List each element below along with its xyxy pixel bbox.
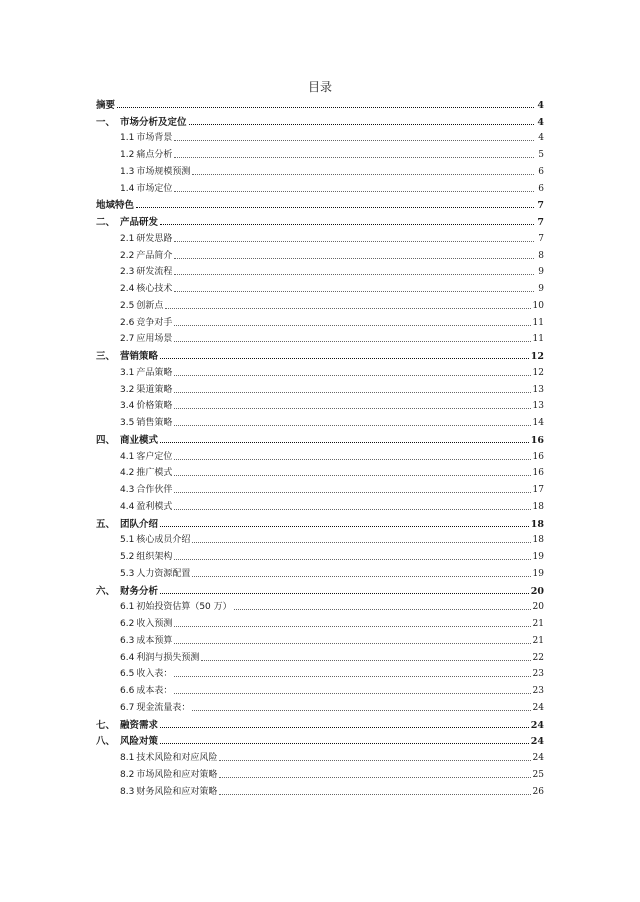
toc-entry[interactable] [96,379,544,396]
toc-entry[interactable] [96,597,544,614]
toc-entry[interactable] [96,496,544,513]
toc-entry-page: 13 [532,384,544,395]
toc-entry[interactable] [96,345,544,362]
toc-entry[interactable] [96,362,544,379]
toc-entry-text: 客户定位 [136,451,173,462]
toc-entry-page: 26 [532,786,544,797]
toc-entry[interactable] [96,228,544,245]
toc-entry-number: 6.2 [120,619,135,629]
toc-entry-number: 2.2 [120,250,135,261]
toc-entry-number: 5.2 [120,552,135,562]
toc-entry-text: 成本表： [136,686,173,696]
toc-entry-page: 16 [530,434,544,446]
toc-entry-number: 6.3 [120,635,135,646]
toc-entry-text: 市场分析及定位 [120,116,187,128]
dot-leader [174,408,530,409]
toc-entry[interactable] [96,697,544,714]
toc-entry-page: 18 [530,518,544,530]
toc-entry-page: 23 [532,686,544,696]
toc-entry-page: 17 [532,485,544,495]
toc-entry-text: 研发流程 [136,267,173,278]
dot-leader [174,341,530,342]
toc-entry-page: 4 [538,133,544,144]
dot-leader [174,559,530,560]
dot-leader [192,576,530,577]
toc-entry-page: 12 [532,367,544,378]
toc-entry[interactable] [96,714,544,731]
dot-leader [174,643,530,644]
toc-entry[interactable] [96,747,544,764]
toc-entry-number: 2.5 [120,300,135,311]
toc-entry-text: 商业模式 [120,434,159,446]
toc-entry-text: 推广模式 [136,468,173,479]
toc-entry[interactable] [96,781,544,798]
toc-entry[interactable] [96,396,544,413]
toc-entry[interactable] [96,111,544,128]
toc-entry-number: 3.2 [120,384,135,395]
toc-entry-page: 25 [532,769,544,780]
dot-leader [174,693,530,694]
toc-entry-number: 2.3 [120,267,135,278]
dot-leader [174,241,534,242]
toc-entry[interactable] [96,178,544,195]
toc-entry-page: 6 [538,166,544,177]
toc-entry[interactable] [96,647,544,664]
dot-leader [174,509,530,510]
dot-leader [160,593,529,594]
toc-entry-number: 八、 [96,736,116,748]
dot-leader [160,358,529,359]
toc-entry-number: 8.1 [120,753,135,763]
toc-entry-page: 18 [532,501,544,512]
dot-leader [160,743,529,744]
toc-entry-text: 产品简介 [136,250,173,261]
toc-entry-number: 五、 [96,518,116,530]
toc-entry-number: 3.5 [120,418,135,428]
toc-entry[interactable] [96,764,544,781]
dot-leader [174,626,530,627]
toc-entry-text: 融资需求 [120,719,159,731]
toc-entry-number: 6.4 [120,652,135,663]
toc-entry-page: 16 [532,468,544,479]
toc-entry-page: 8 [538,250,544,261]
toc-entry[interactable] [96,563,544,580]
toc-entry-text: 组织架构 [136,552,173,562]
toc-entry-text: 利润与损失预测 [136,652,200,663]
toc-entry-page: 22 [532,652,544,663]
toc-entry-page: 21 [532,635,544,646]
toc-entry-number: 1.2 [120,150,135,160]
toc-entry-number: 1.3 [120,166,135,177]
toc-entry-page: 19 [532,568,544,579]
dot-leader [160,442,529,443]
toc-entry[interactable] [96,412,544,429]
dot-leader [192,542,530,543]
dot-leader [174,375,530,376]
toc-entry-text: 合作伙伴 [136,485,173,495]
toc-entry[interactable] [96,530,544,547]
dot-leader [160,727,529,728]
toc-entry[interactable] [96,144,544,161]
dot-leader [174,258,534,259]
dot-leader [174,676,530,677]
toc-entry[interactable] [96,446,544,463]
toc-entry-text: 初始投资估算（50 万） [136,602,232,613]
toc-entry[interactable] [96,546,544,563]
toc-entry-text: 创新点 [136,300,164,311]
toc-entry[interactable] [96,195,544,212]
toc-entry-number: 四、 [96,434,116,446]
toc-entry-page: 24 [532,702,544,713]
toc-entry[interactable] [96,262,544,279]
toc-entry-number: 七、 [96,719,116,731]
toc-entry-text: 市场风险和应对策略 [136,769,218,780]
dot-leader [165,308,530,309]
toc-entry-text: 市场定位 [136,183,173,194]
dot-leader [201,660,530,661]
toc-entry-page: 13 [532,401,544,412]
toc-entry-text: 人力资源配置 [136,568,191,579]
toc-entry-page: 12 [530,351,544,362]
toc-entry-number: 六、 [96,585,116,597]
dot-leader [174,140,534,141]
toc-entry[interactable] [96,128,544,145]
toc-entry-number: 4.3 [120,485,135,495]
toc-entry-number: 1.1 [120,133,135,144]
toc-entry-text: 研发思路 [136,233,173,244]
toc-entry-text: 收入表： [136,669,173,680]
dot-leader [219,794,530,795]
dot-leader [192,710,530,711]
toc-entry-text: 销售策略 [136,418,173,428]
toc-entry-number: 1.4 [120,183,135,194]
dot-leader [117,107,534,108]
toc-entry-text: 痛点分析 [136,150,173,160]
toc-entry-page: 6 [538,183,544,194]
toc-entry-text: 技术风险和对应风险 [136,753,218,763]
toc-entry[interactable] [96,680,544,697]
dot-leader [174,425,530,426]
toc-title: 目录 [307,80,332,94]
toc-entry[interactable] [96,312,544,329]
toc-entry[interactable] [96,295,544,312]
toc-entry-page: 18 [532,535,544,546]
toc-entry-page: 7 [537,217,544,228]
toc-entry-number: 6.6 [120,686,135,696]
toc-entry[interactable] [96,429,544,446]
toc-entry-number: 4.1 [120,451,135,462]
toc-entry-number: 二、 [96,217,116,228]
toc-entry-text: 核心技术 [136,284,173,294]
toc-entry-page: 5 [538,150,544,160]
toc-entry-number: 2.1 [120,233,135,244]
toc-entry-page: 23 [532,669,544,680]
toc-entry-text: 地域特色 [96,200,135,212]
toc-entry-text: 核心成员介绍 [136,535,191,546]
toc-entry-number: 6.1 [120,602,135,613]
toc-entry-number: 6.5 [120,669,135,680]
dot-leader [160,526,529,527]
toc-entry-text: 财务风险和应对策略 [136,786,218,797]
toc-entry-text: 产品策略 [136,367,173,378]
dot-leader [174,492,530,493]
toc-entry-number: 一、 [96,116,116,128]
toc-entry-number: 4.4 [120,501,135,512]
dot-leader [174,291,534,292]
toc-entry[interactable] [96,479,544,496]
toc-entry-page: 11 [532,317,544,328]
toc-entry-text: 营销策略 [120,351,159,362]
toc-entry-text: 收入预测 [136,619,173,629]
dot-leader [189,124,534,125]
toc-entry[interactable] [96,278,544,295]
toc-entry-text: 价格策略 [136,401,173,412]
toc-entry-text: 应用场景 [136,334,173,345]
toc-entry-page: 16 [532,451,544,462]
toc-entry[interactable] [96,630,544,647]
toc-entry-text: 风险对策 [120,736,159,748]
toc-entry-text: 市场背景 [136,133,173,144]
toc-entry-number: 4.2 [120,468,135,479]
toc-entry-number: 5.1 [120,535,135,546]
dot-leader [136,207,534,208]
toc-entry-number: 2.4 [120,284,135,294]
dot-leader [234,609,531,610]
toc-entry[interactable] [96,211,544,228]
toc-entry-text: 现金流量表： [136,702,191,713]
toc-entry-page: 24 [530,736,544,748]
toc-entry[interactable] [96,245,544,262]
toc-entry-page: 24 [530,719,544,731]
toc-entry-text: 渠道策略 [136,384,173,395]
toc-entry-number: 3.4 [120,401,135,412]
dot-leader [174,392,530,393]
dot-leader [174,475,530,476]
toc-entry-page: 4 [537,99,544,111]
toc-entry-page: 11 [532,334,544,345]
toc-entry-text: 产品研发 [120,217,159,228]
toc-entry[interactable] [96,613,544,630]
dot-leader [174,274,534,275]
toc-entry-page: 14 [532,418,544,428]
toc-entry-text: 成本预算 [136,635,173,646]
dot-leader [219,760,530,761]
dot-leader [174,459,530,460]
toc-entry-page: 20 [530,585,544,597]
dot-leader [174,191,534,192]
toc-entry-number: 6.7 [120,702,135,713]
toc-entry-text: 财务分析 [120,585,159,597]
toc-entry-number: 8.3 [120,786,135,797]
toc-entry-number: 8.2 [120,769,135,780]
toc-entry[interactable] [96,513,544,530]
toc-entry[interactable] [96,664,544,681]
toc-entry-page: 24 [532,753,544,763]
toc-entry-text: 盈利模式 [136,501,173,512]
toc-entry-text: 竞争对手 [136,317,173,328]
toc-entry-page: 4 [537,116,544,128]
toc-entry[interactable] [96,580,544,597]
toc-entry-page: 21 [532,619,544,629]
dot-leader [192,174,534,175]
dot-leader [174,157,534,158]
toc-entry-page: 9 [538,267,544,278]
toc-entry-page: 7 [537,200,544,212]
toc-entry-page: 20 [532,602,544,613]
toc-entry[interactable] [96,94,544,111]
toc-entry[interactable] [96,329,544,346]
toc-entry-page: 19 [532,552,544,562]
dot-leader [219,777,530,778]
toc-entry-page: 10 [532,300,544,311]
toc-entry[interactable] [96,731,544,748]
table-of-contents [96,94,544,798]
toc-entry[interactable] [96,161,544,178]
toc-entry-number: 5.3 [120,568,135,579]
dot-leader [174,325,530,326]
dot-leader [160,224,534,225]
toc-entry-page: 9 [538,284,544,294]
toc-entry-number: 2.7 [120,334,135,345]
toc-entry[interactable] [96,463,544,480]
toc-entry-number: 2.6 [120,317,135,328]
toc-entry-text: 市场规模预测 [136,166,191,177]
toc-entry-number: 三、 [96,351,116,362]
toc-entry-page: 7 [538,233,544,244]
toc-entry-text: 摘要 [96,99,116,111]
toc-entry-number: 3.1 [120,367,135,378]
toc-entry-text: 团队介绍 [120,518,159,530]
